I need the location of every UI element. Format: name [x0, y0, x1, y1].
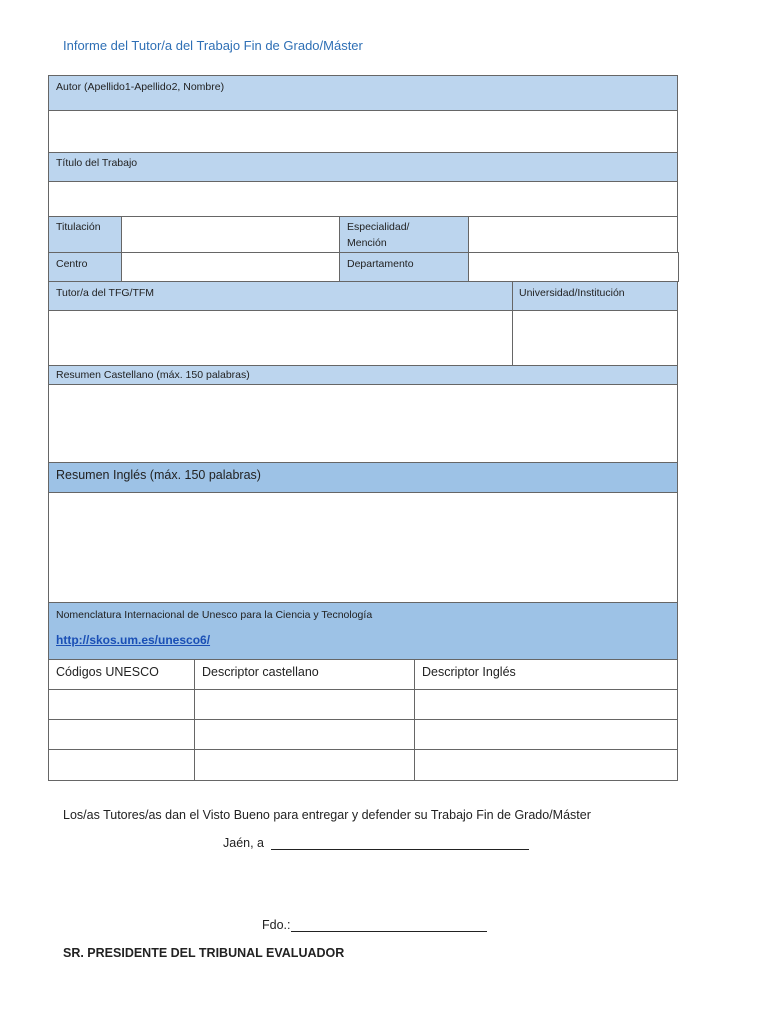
universidad-field[interactable]	[512, 310, 678, 366]
signature-line	[262, 918, 487, 932]
codes-col-header-1	[48, 659, 195, 690]
especialidad-label-2: Mención	[347, 237, 387, 249]
table-cell[interactable]	[194, 689, 415, 720]
codes-col-label-1: Códigos UNESCO	[56, 665, 159, 679]
centro-label: Centro	[56, 258, 88, 270]
signature-label: Fdo.:	[262, 918, 291, 932]
place-label: Jaén, a	[223, 836, 265, 850]
table-cell[interactable]	[48, 689, 195, 720]
unesco-link[interactable]: http://skos.um.es/unesco6/	[56, 633, 211, 647]
table-cell[interactable]	[414, 749, 678, 781]
codes-col-header-2	[194, 659, 415, 690]
date-blank[interactable]	[271, 837, 529, 850]
universidad-header	[512, 281, 678, 311]
table-cell[interactable]	[194, 749, 415, 781]
titulacion-field[interactable]	[121, 216, 340, 253]
resumen-ingles-header	[48, 462, 678, 493]
resumen-ingles-label: Resumen Inglés (máx. 150 palabras)	[56, 468, 261, 482]
resumen-castellano-label: Resumen Castellano (máx. 150 palabras)	[56, 369, 250, 381]
table-cell[interactable]	[48, 719, 195, 750]
table-cell[interactable]	[414, 719, 678, 750]
resumen-castellano-field[interactable]	[48, 384, 678, 463]
signature-blank[interactable]	[291, 919, 487, 932]
nomenclatura-label: Nomenclatura Internacional de Unesco para la Ciencia y Tecnología	[56, 609, 373, 621]
table-cell[interactable]	[48, 749, 195, 781]
especialidad-header	[339, 216, 469, 253]
titulacion-label: Titulación	[56, 221, 101, 233]
table-cell[interactable]	[194, 719, 415, 750]
visto-bueno-text: Los/as Tutores/as dan el Visto Bueno para entregar y defender su Trabajo Fin de Grado/Máster	[63, 808, 591, 822]
departamento-label: Departamento	[347, 258, 414, 270]
table-cell[interactable]	[414, 689, 678, 720]
addressee: SR. PRESIDENTE DEL TRIBUNAL EVALUADOR	[63, 946, 345, 960]
form-title: Informe del Tutor/a del Trabajo Fin de Grado/Máster	[63, 38, 363, 53]
tutor-field[interactable]	[48, 310, 513, 366]
centro-header	[48, 252, 122, 282]
autor-field[interactable]	[48, 110, 678, 153]
departamento-field[interactable]	[468, 252, 679, 282]
place-date-line	[223, 836, 529, 850]
codes-col-label-3: Descriptor Inglés	[422, 665, 516, 679]
resumen-ingles-field[interactable]	[48, 492, 678, 603]
titulo-field[interactable]	[48, 181, 678, 217]
nomenclatura-header	[48, 602, 678, 660]
universidad-label: Universidad/Institución	[519, 287, 625, 299]
tutor-header	[48, 281, 513, 311]
autor-header	[48, 75, 678, 111]
centro-field[interactable]	[121, 252, 340, 282]
titulacion-header	[48, 216, 122, 253]
tutor-label: Tutor/a del TFG/TFM	[56, 287, 155, 299]
especialidad-label-1: Especialidad/	[347, 221, 410, 233]
especialidad-field[interactable]	[468, 216, 678, 253]
codes-col-header-3	[414, 659, 678, 690]
titulo-label: Título del Trabajo	[56, 157, 138, 169]
resumen-castellano-header	[48, 365, 678, 385]
departamento-header	[339, 252, 469, 282]
titulo-header	[48, 152, 678, 182]
autor-label: Autor (Apellido1-Apellido2, Nombre)	[56, 81, 225, 93]
codes-col-label-2: Descriptor castellano	[202, 665, 319, 679]
